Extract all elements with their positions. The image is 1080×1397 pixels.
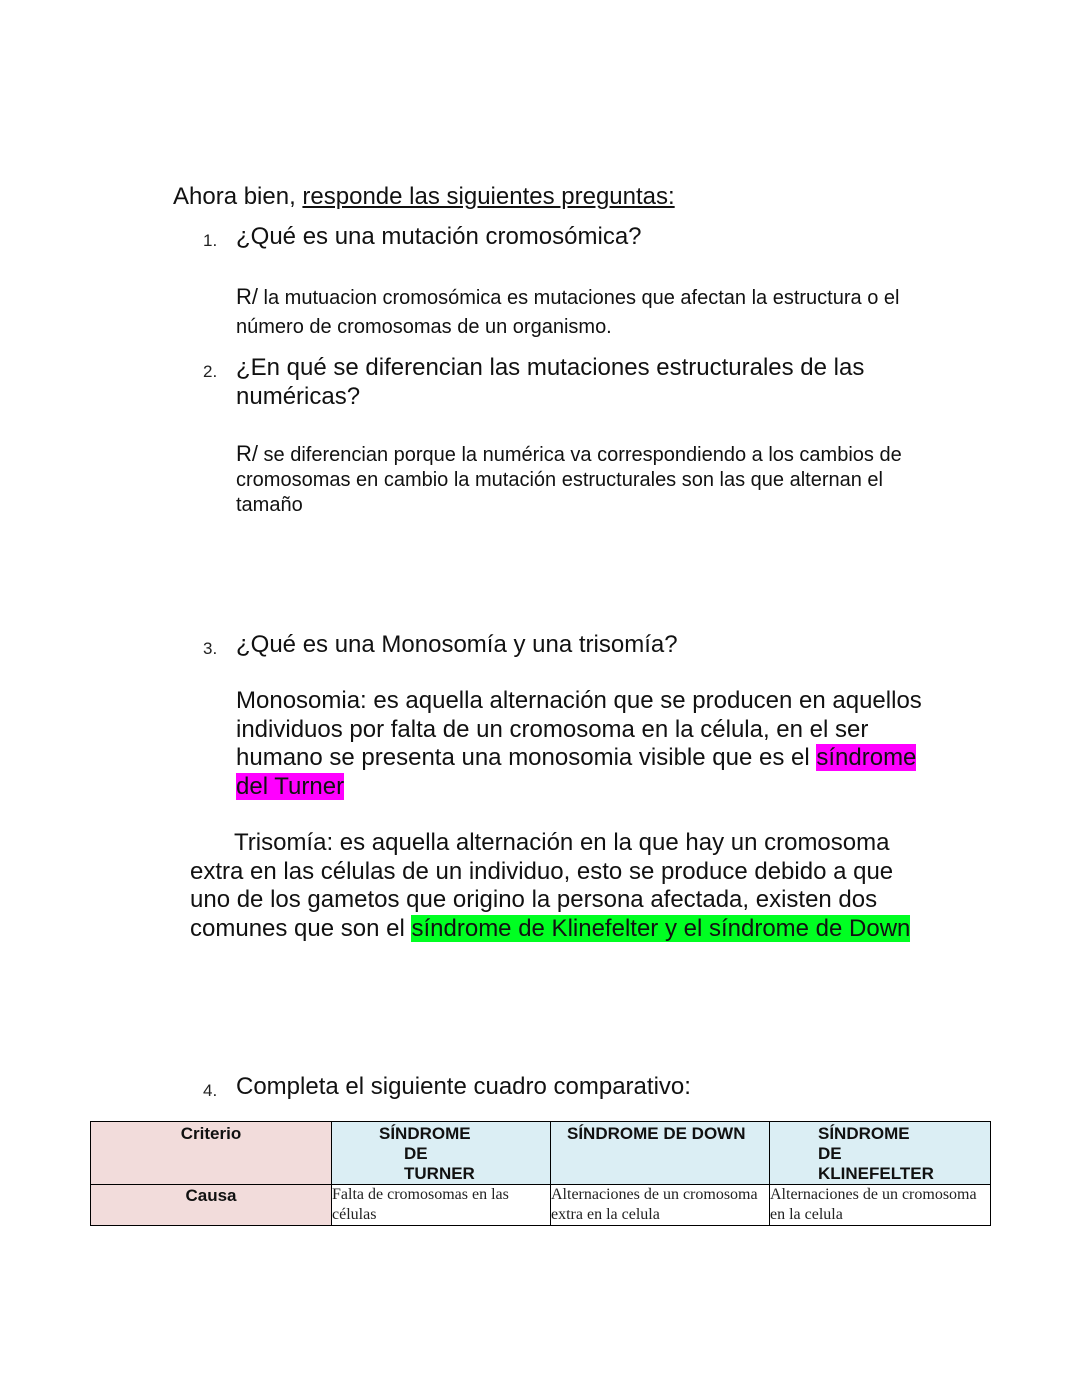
monosomia-highlight: síndrome del Turner [236, 744, 917, 800]
monosomia-paragraph [236, 687, 926, 801]
cell-klinefelter: Alternaciones de un cromosoma en la celula [770, 1185, 991, 1226]
answer-1-prefix: R/ [236, 284, 258, 309]
header-turner-line3: TURNER [404, 1164, 475, 1183]
header-turner-line2: DE [404, 1144, 428, 1163]
question-1-text: ¿Qué es una mutación cromosómica? [236, 223, 642, 250]
header-kline-line2: DE [818, 1144, 842, 1163]
cell-turner: Falta de cromosomas en las células [332, 1185, 551, 1226]
header-turner [332, 1122, 551, 1185]
question-4-text: Completa el siguiente cuadro comparativo: [236, 1073, 691, 1100]
table-row [91, 1185, 991, 1226]
header-kline-line1: SÍNDROME [818, 1124, 910, 1143]
intro-line [173, 183, 675, 211]
question-2-text: ¿En qué se diferencian las mutaciones estructurales de las numéricas? [236, 354, 865, 410]
trisomia-paragraph [190, 829, 925, 943]
header-turner-line1: SÍNDROME [379, 1124, 471, 1143]
question-3-number: 3. [203, 639, 218, 658]
answer-1-text: la mutuacion cromosómica es mutaciones que afectan la estructura o el número de cromosomas de un organismo. [236, 287, 900, 338]
trisomia-highlight: síndrome de Klinefelter y el síndrome de Down [411, 914, 911, 942]
question-4-number: 4. [203, 1081, 218, 1100]
header-kline-line3: KLINEFELTER [818, 1164, 934, 1183]
trisomia-text: Trisomía: es aquella alternación en la que hay un cromosoma extra en las células de un individuo, esto se produce debido a que uno de los gametos que origino la persona afectada, existen dos comunes que son el [190, 829, 894, 942]
question-1-number: 1. [203, 231, 218, 250]
question-3-text: ¿Qué es una Monosomía y una trisomía? [236, 631, 678, 658]
question-2-number: 2. [203, 362, 218, 381]
intro-lead: Ahora bien, [173, 183, 303, 210]
answer-1 [236, 282, 936, 342]
table-header-row [91, 1122, 991, 1185]
answer-2-prefix: R/ [236, 441, 258, 466]
answer-2-text: se diferencian porque la numérica va correspondiendo a los cambios de cromosomas en cambio la mutación estructurales son las que alternan el tamaño [236, 444, 902, 516]
cell-down: Alternaciones de un cromosoma extra en la celula [551, 1185, 770, 1226]
header-criterio: Criterio [91, 1122, 332, 1185]
row-criterio: Causa [91, 1185, 332, 1226]
header-down: SÍNDROME DE DOWN [551, 1122, 770, 1185]
intro-instruction: responde las siguientes preguntas: [302, 183, 675, 210]
header-klinefelter [770, 1122, 991, 1185]
answer-2 [236, 441, 936, 518]
monosomia-text: Monosomia: es aquella alternación que se producen en aquellos individuos por falta de un cromosoma en la célula, en el ser humano se presenta una monosomia visible que es el [236, 687, 922, 771]
comparison-table [90, 1121, 991, 1226]
